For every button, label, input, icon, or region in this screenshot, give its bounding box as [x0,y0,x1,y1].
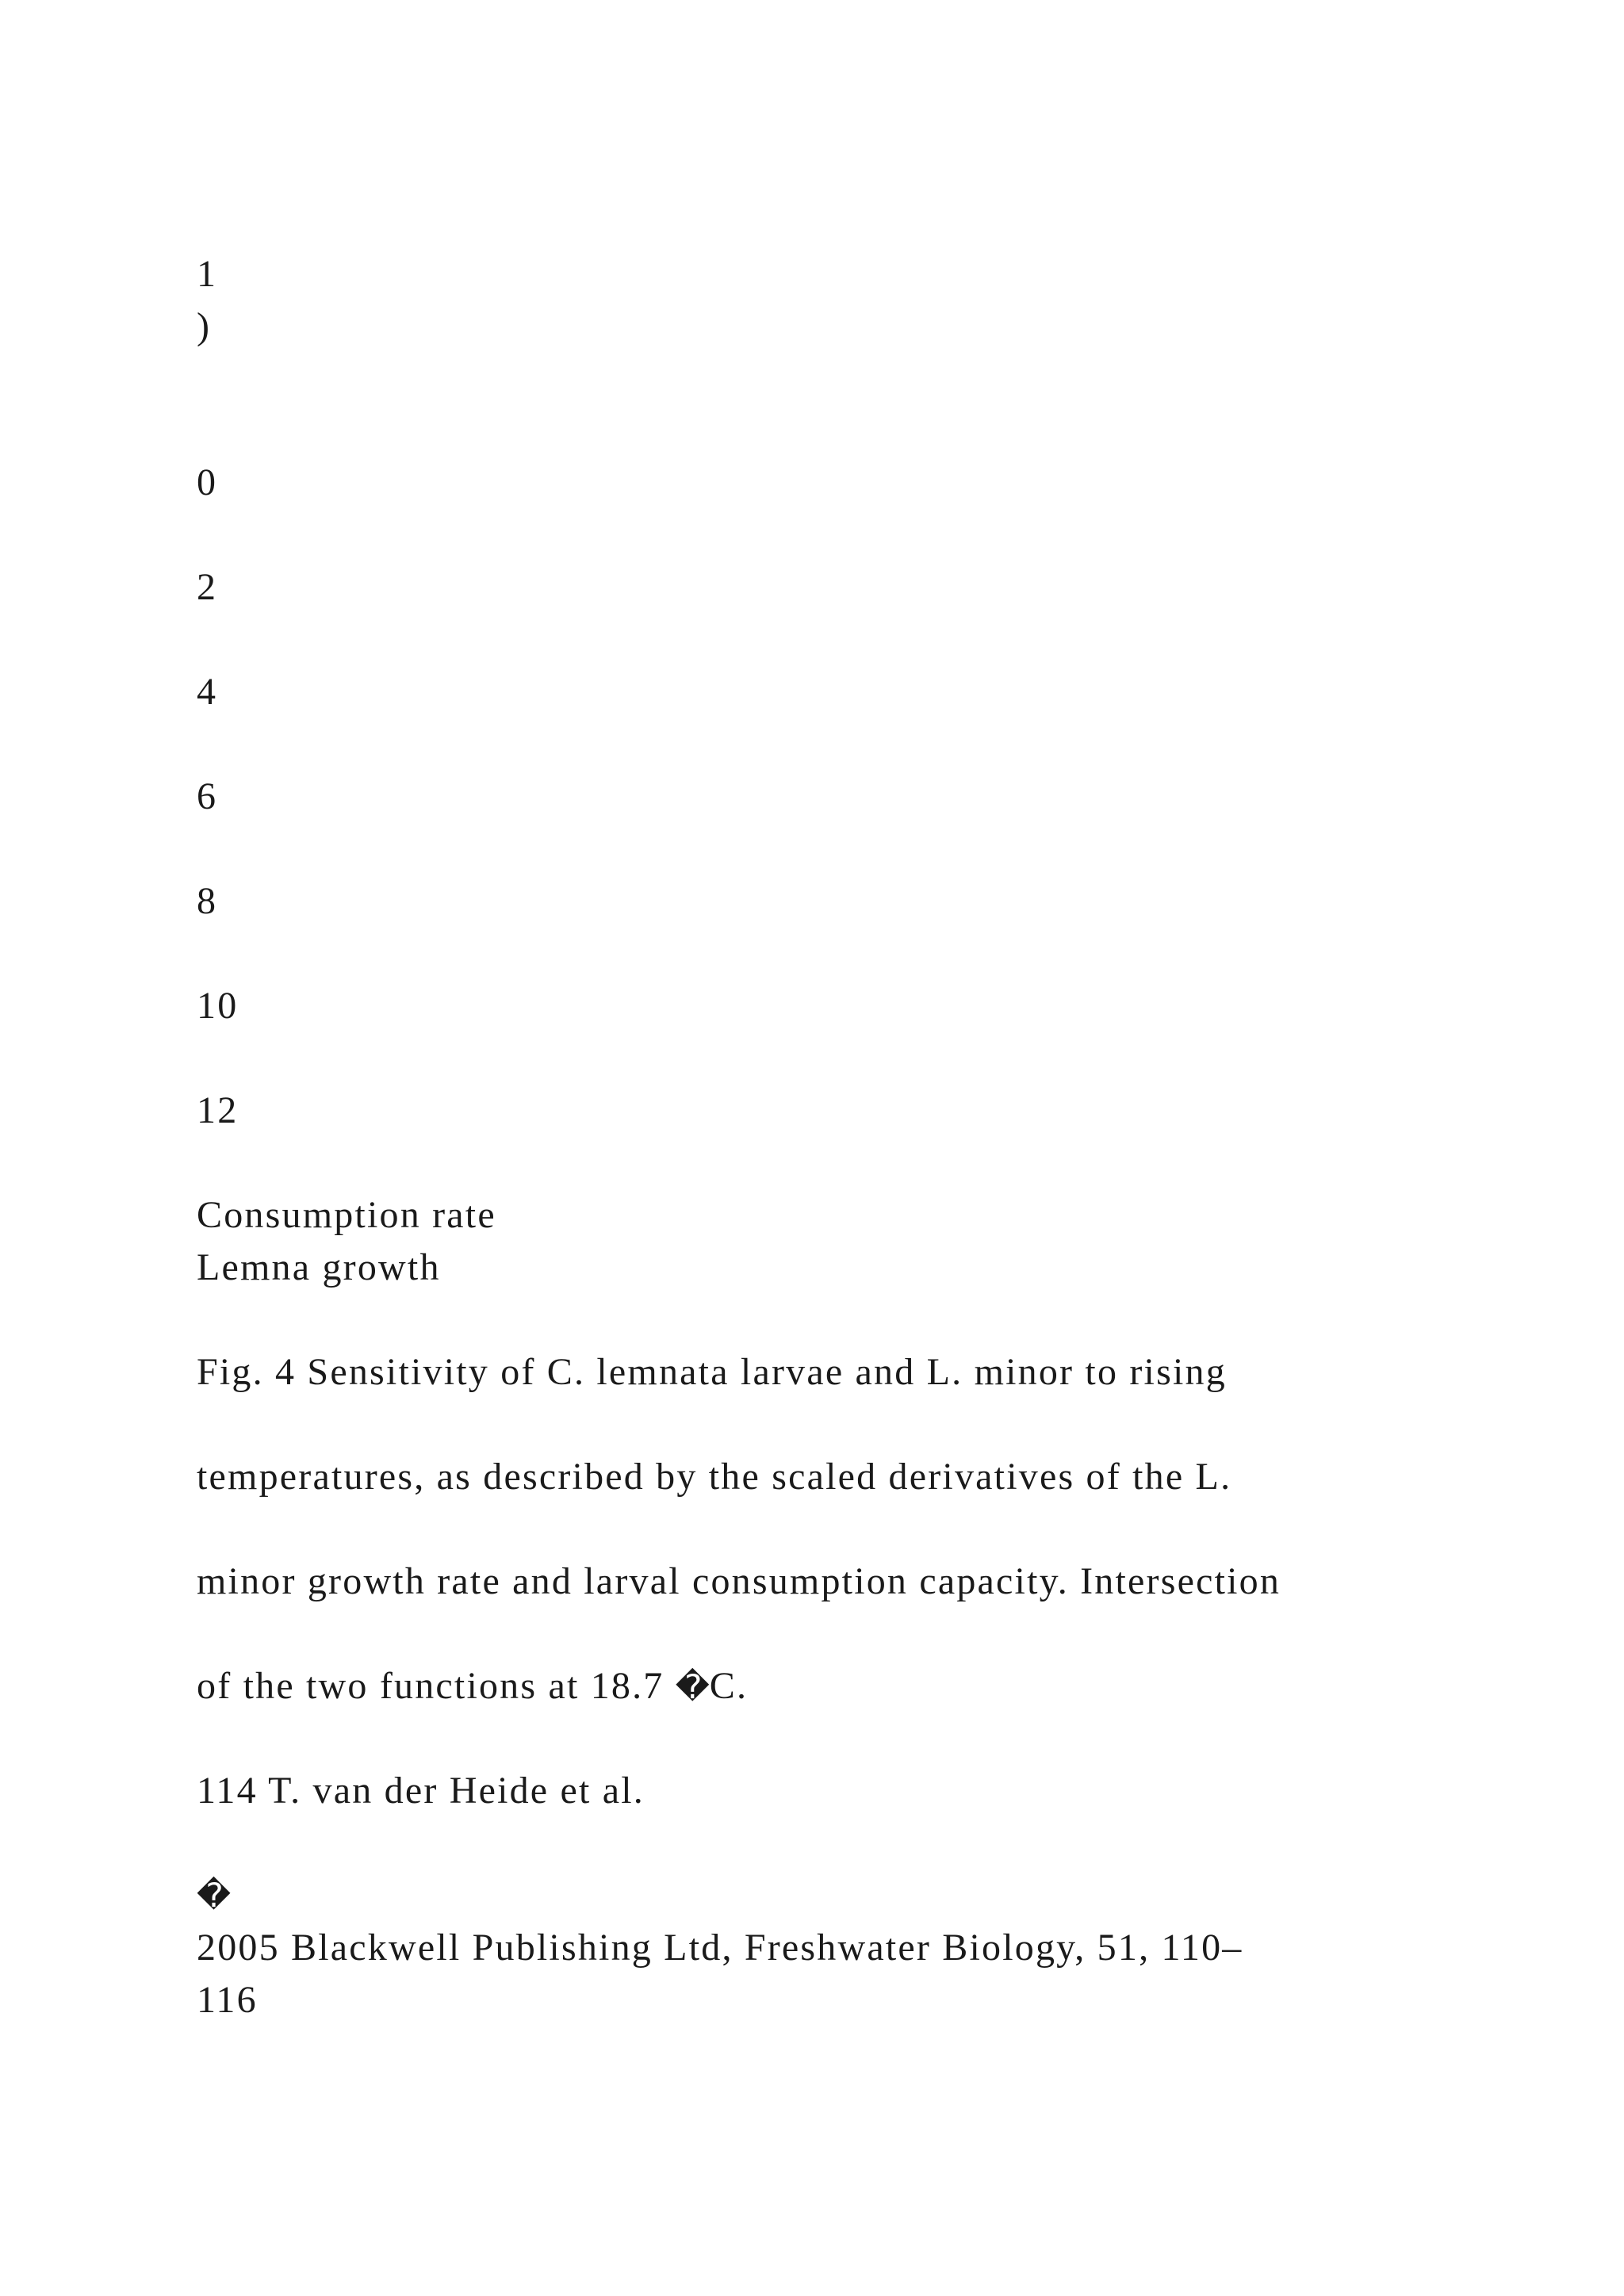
y-tick-0: 0 [197,461,218,503]
legend [197,1189,496,1294]
y-tick-2: 2 [197,566,218,608]
y-tick-12: 12 [197,1089,239,1131]
axis-label-fragment [197,248,217,353]
caption-line-2: temperatures, as described by the scaled derivatives of the L. [197,1456,1232,1498]
copyright-glyph: � [197,1876,232,1915]
running-head: 114 T. van der Heide et al. [197,1770,645,1812]
caption-line-1: Fig. 4 Sensitivity of C. lemnata larvae and L. minor to rising [197,1351,1227,1393]
y-tick-4: 4 [197,671,218,713]
copyright-line-1-text: 2005 Blackwell Publishing Ltd, Freshwater Biology, 51, 110– [197,1927,1243,1969]
y-tick-8: 8 [197,880,218,922]
caption-line-3: minor growth rate and larval consumption capacity. Intersection [197,1560,1281,1602]
axis-fragment-line-1: 1 [197,253,218,295]
legend-consumption-rate: Consumption rate [197,1194,496,1236]
copyright-line-1 [197,1869,1243,1974]
caption-line-4-text: of the two functions at 18.7 [197,1665,676,1707]
y-tick-10: 10 [197,985,239,1027]
y-tick-6: 6 [197,775,218,817]
caption-line-4-end: C. [709,1665,749,1707]
caption-line-4 [197,1660,748,1713]
axis-fragment-line-2: ) [197,305,212,347]
replacement-glyph: � [675,1667,710,1706]
copyright-line-2: 116 [197,1979,258,2021]
copyright-notice [197,1869,1243,2026]
legend-lemna-growth: Lemna growth [197,1246,441,1288]
